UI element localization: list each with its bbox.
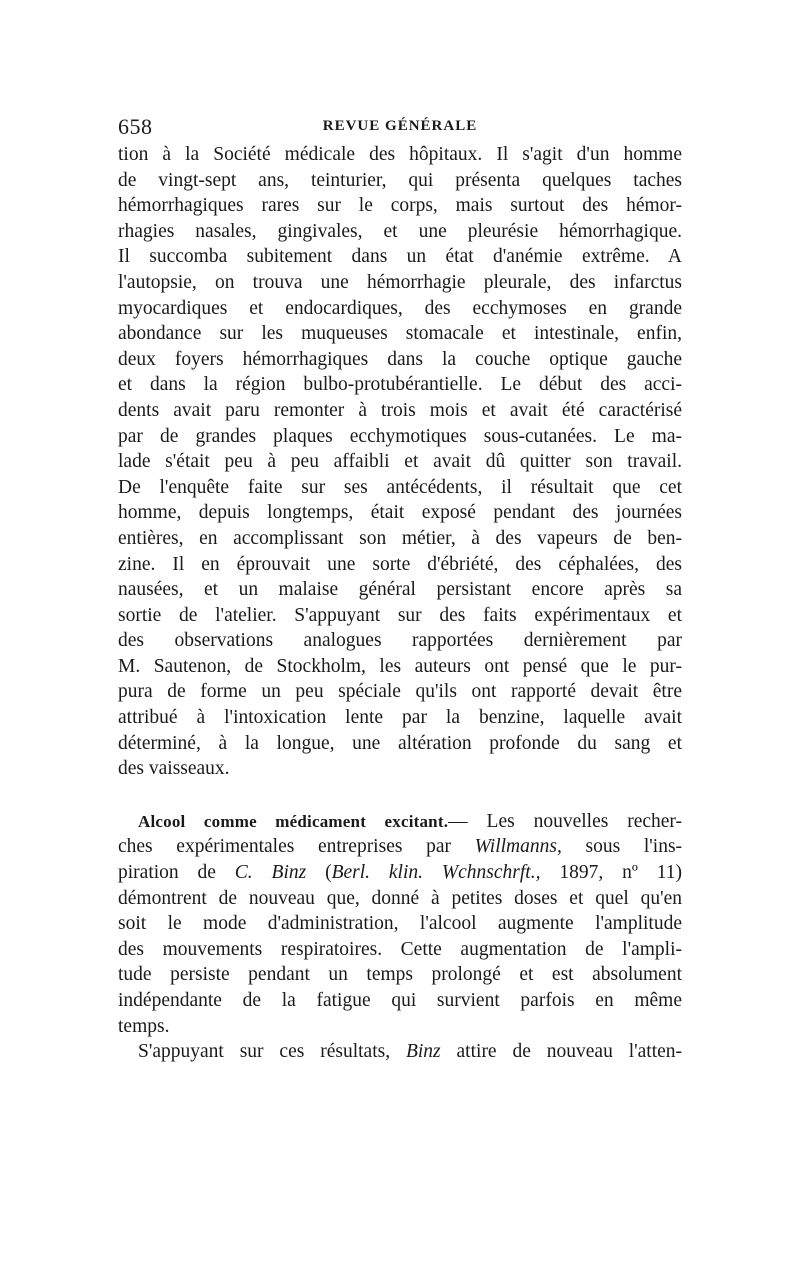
text-line: et dans la région bulbo-protubérantielle. Le début des acci- bbox=[118, 374, 682, 396]
text-line: lade s'était peu à peu affaibli et avait dû quitter son travail. bbox=[118, 451, 682, 473]
running-title: REVUE GÉNÉRALE bbox=[322, 118, 478, 134]
text-line: démontrent de nouveau que, donné à petites doses et quel qu'en bbox=[118, 887, 682, 909]
paragraph-gap bbox=[118, 782, 682, 809]
text-line: zine. Il en éprouvait une sorte d'ébriété, des céphalées, des bbox=[118, 553, 682, 575]
text-line bbox=[118, 809, 682, 835]
text-line: pura de forme un peu spéciale qu'ils ont rapporté devait être bbox=[118, 681, 682, 703]
text-line: Il succomba subitement dans un état d'anémie extrême. A bbox=[118, 246, 682, 268]
text-line: deux foyers hémorrhagiques dans la couche optique gauche bbox=[118, 348, 682, 370]
text-line: tude persiste pendant un temps prolongé et est absolument bbox=[118, 964, 682, 986]
text-line: sortie de l'atelier. S'appuyant sur des faits expérimentaux et bbox=[118, 604, 682, 626]
paragraph-alcool bbox=[118, 809, 682, 1065]
text-run: S'appuyant sur ces résultats, bbox=[138, 1041, 391, 1063]
text-line: temps. bbox=[118, 1015, 170, 1037]
text-line: nausées, et un malaise général persistant encore après sa bbox=[118, 579, 682, 601]
text-run: sous l'ins- bbox=[585, 836, 683, 858]
book-page bbox=[118, 112, 682, 1065]
text-line: M. Sautenon, de Stockholm, les auteurs ont pensé que le pur- bbox=[118, 655, 682, 677]
paragraph-case-report bbox=[118, 142, 682, 782]
text-line: de vingt-sept ans, teinturier, qui présenta quelques taches bbox=[118, 169, 682, 191]
text-run: — Les nouvelles recher- bbox=[448, 810, 682, 832]
text-line: attribué à l'intoxication lente par la benzine, laquelle avait bbox=[118, 707, 682, 729]
page-header bbox=[118, 112, 682, 142]
text-line bbox=[118, 1039, 682, 1065]
text-line: des vaisseaux. bbox=[118, 758, 230, 780]
text-run: attire de nouveau l'atten- bbox=[456, 1041, 683, 1063]
page-number: 658 bbox=[118, 114, 153, 139]
text-line: myocardiques et endocardiques, des ecchymoses en grande bbox=[118, 297, 682, 319]
text-line: soit le mode d'administration, l'alcool augmente l'amplitude bbox=[118, 913, 682, 935]
text-line bbox=[118, 860, 682, 886]
text-line: hémorrhagiques rares sur le corps, mais surtout des hémor- bbox=[118, 195, 682, 217]
text-line: des mouvements respiratoires. Cette augmentation de l'ampli- bbox=[118, 938, 682, 960]
text-run: 1897, nº 11) bbox=[559, 862, 682, 884]
text-line: abondance sur les muqueuses stomacale et intestinale, enfin, bbox=[118, 323, 682, 345]
text-run: ches expérimentales entreprises par bbox=[118, 836, 451, 858]
author-name: Willmanns, bbox=[474, 836, 562, 858]
journal-citation: Berl. klin. Wchnschrft., bbox=[331, 862, 541, 884]
section-heading: Alcool comme médicament excitant. bbox=[138, 811, 449, 831]
text-line: entières, en accomplissant son métier, à des vapeurs de ben- bbox=[118, 527, 682, 549]
text-line: dents avait paru remonter à trois mois et avait été caractérisé bbox=[118, 399, 682, 421]
text-line: De l'enquête faite sur ses antécédents, il résultait que cet bbox=[118, 476, 682, 498]
text-line: l'autopsie, on trouva une hémorrhagie pleurale, des infarctus bbox=[118, 271, 682, 293]
text-line: rhagies nasales, gingivales, et une pleurésie hémorrhagique. bbox=[118, 220, 682, 242]
text-line: déterminé, à la longue, une altération profonde du sang et bbox=[118, 732, 682, 754]
author-name: Binz bbox=[405, 1041, 441, 1063]
text-line: indépendante de la fatigue qui survient parfois en même bbox=[118, 990, 682, 1011]
text-line: des observations analogues rapportées dernièrement par bbox=[118, 630, 682, 652]
text-line bbox=[118, 834, 682, 860]
text-run: ( bbox=[325, 862, 332, 884]
text-line: homme, depuis longtemps, était exposé pendant des journées bbox=[118, 502, 682, 524]
text-line: tion à la Société médicale des hôpitaux. Il s'agit d'un homme bbox=[118, 144, 682, 165]
text-run: piration de bbox=[118, 862, 216, 884]
text-line: par de grandes plaques ecchymotiques sous-cutanées. Le ma- bbox=[118, 425, 682, 447]
author-name: C. Binz bbox=[234, 862, 307, 884]
